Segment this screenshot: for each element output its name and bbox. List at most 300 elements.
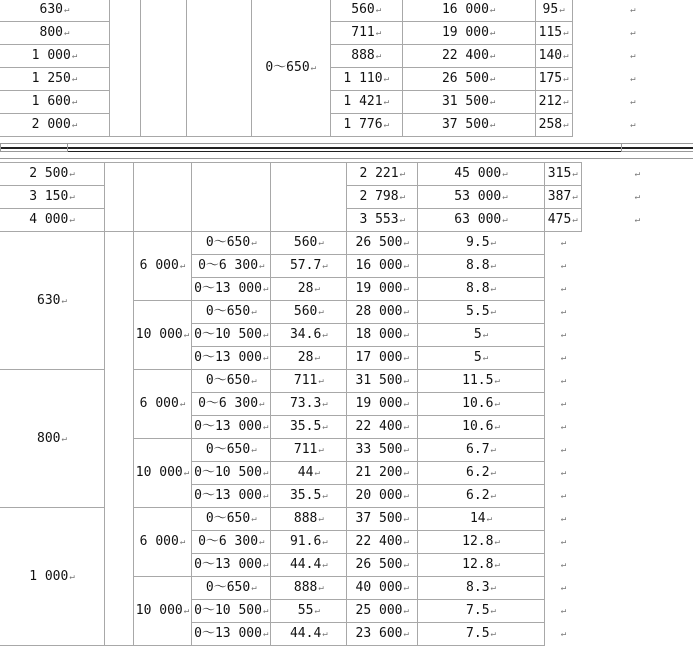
table-row: [0, 370, 692, 393]
paragraph-mark: ↵: [251, 583, 257, 593]
cell-text: 315: [547, 166, 572, 181]
cell-text: 53 000: [454, 189, 502, 204]
paragraph-mark: ↵: [262, 353, 269, 363]
end-of-row-cell: [572, 114, 692, 137]
cell-text: 10 000: [135, 465, 183, 480]
cell-text: 5: [473, 327, 482, 342]
table-body-bottom: [0, 163, 692, 646]
value-cell: [347, 462, 418, 485]
cell-text: 1 000: [29, 568, 69, 584]
cell-text: 31 500: [441, 94, 489, 109]
value-cell: [347, 577, 418, 600]
paragraph-mark: ↵: [179, 399, 186, 409]
end-of-row-cell: [544, 439, 581, 462]
paragraph-mark: ↵: [490, 238, 496, 248]
end-of-row-cell: [544, 232, 581, 255]
capacity-cell: [0, 114, 109, 137]
cell-text: 0～650: [205, 304, 251, 319]
cell-text: 175: [538, 71, 563, 86]
paragraph-mark: ↵: [314, 353, 320, 363]
cell-text: 560: [293, 235, 318, 250]
paragraph-mark: ↵: [560, 629, 567, 639]
paragraph-mark: ↵: [251, 514, 257, 524]
paragraph-mark: ↵: [399, 169, 406, 179]
cell-text: 2 798: [359, 189, 399, 204]
cell-text: 22 400: [355, 534, 403, 549]
cell-text: 0～13 000: [194, 488, 262, 503]
cell-text: 0～13 000: [194, 626, 262, 641]
value-cell: [535, 114, 572, 137]
value-cell: [418, 324, 545, 347]
capacity-cell: [0, 370, 104, 508]
end-of-row-cell: [544, 577, 581, 600]
value-cell: [402, 0, 535, 22]
value-cell: [271, 255, 347, 278]
paragraph-mark: ↵: [314, 606, 320, 616]
cell-text: 800: [37, 430, 61, 446]
cell-text: 0～6 300: [198, 258, 259, 273]
cell-text: 1 421: [343, 94, 383, 109]
value-cell: [418, 301, 545, 324]
value-cell: [347, 439, 418, 462]
paragraph-mark: ↵: [403, 514, 409, 524]
value-cell: [330, 0, 402, 22]
paragraph-mark: ↵: [482, 330, 489, 340]
paragraph-mark: ↵: [259, 261, 265, 271]
paragraph-mark: ↵: [322, 261, 328, 271]
paragraph-mark: ↵: [560, 422, 567, 432]
cell-text: 0～13 000: [194, 281, 262, 296]
paragraph-mark: ↵: [318, 307, 324, 317]
paragraph-mark: ↵: [560, 514, 567, 524]
paragraph-mark: ↵: [403, 238, 409, 248]
value-cell: [418, 531, 545, 554]
paragraph-mark: ↵: [251, 445, 257, 455]
table-part-bottom: [0, 162, 692, 646]
paragraph-mark: ↵: [69, 192, 75, 202]
paragraph-mark: ↵: [403, 583, 409, 593]
cell-text: 35.5: [289, 419, 322, 434]
cell-text: 37 500: [441, 117, 489, 132]
paragraph-mark: ↵: [403, 422, 409, 432]
table-row: [0, 508, 692, 531]
range-cell: [192, 508, 271, 531]
end-of-row-cell: [572, 45, 692, 68]
paragraph-mark: ↵: [572, 215, 578, 225]
cell-text: 19 000: [355, 396, 403, 411]
cell-text: 0～650: [205, 511, 251, 526]
cell-text: 17 000: [355, 350, 403, 365]
paragraph-mark: ↵: [310, 62, 317, 73]
paragraph-mark: ↵: [322, 560, 328, 570]
paragraph-mark: ↵: [630, 74, 636, 84]
cell-text: 387: [547, 189, 572, 204]
empty-cell: [104, 163, 133, 232]
table-row: [0, 232, 692, 255]
end-of-row-cell: [544, 324, 581, 347]
paragraph-mark: ↵: [375, 51, 382, 61]
cell-text: 14: [469, 511, 486, 526]
paragraph-mark: ↵: [630, 97, 636, 107]
cell-text: 475: [547, 212, 572, 227]
paragraph-mark: ↵: [560, 468, 567, 478]
value-cell: [418, 232, 545, 255]
paragraph-mark: ↵: [502, 192, 508, 202]
capacity-cell: [0, 22, 109, 45]
cell-text: 1 250: [31, 71, 71, 86]
end-of-row-cell: [572, 91, 692, 114]
value-cell: [347, 163, 418, 186]
paragraph-mark: ↵: [262, 422, 269, 432]
value-cell: [271, 232, 347, 255]
empty-cell: [133, 163, 191, 232]
paragraph-mark: ↵: [630, 5, 636, 15]
range-cell: [192, 370, 271, 393]
range-cell: [192, 232, 271, 255]
paragraph-mark: ↵: [482, 353, 489, 363]
range-cell: [192, 485, 271, 508]
paragraph-mark: ↵: [494, 422, 500, 432]
paragraph-mark: ↵: [318, 583, 324, 593]
range-cell: [192, 531, 271, 554]
cell-text: 1 776: [343, 117, 383, 132]
paragraph-mark: ↵: [560, 537, 567, 547]
paragraph-mark: ↵: [318, 514, 324, 524]
cell-text: 44.4: [289, 557, 322, 572]
paragraph-mark: ↵: [262, 629, 269, 639]
table-body-top: [0, 0, 692, 137]
value-cell: [271, 623, 347, 646]
table-row: [0, 163, 692, 186]
end-of-row-cell: [544, 370, 581, 393]
cell-text: 35.5: [289, 488, 322, 503]
paragraph-mark: ↵: [560, 560, 567, 570]
paragraph-mark: ↵: [322, 491, 328, 501]
paragraph-mark: ↵: [71, 97, 78, 107]
value-cell: [330, 68, 402, 91]
paragraph-mark: ↵: [322, 422, 328, 432]
cell-text: 0～13 000: [194, 350, 262, 365]
paragraph-mark: ↵: [262, 284, 269, 294]
cell-text: 0～650: [205, 580, 251, 595]
value-cell: [347, 416, 418, 439]
paragraph-mark: ↵: [560, 583, 567, 593]
paragraph-mark: ↵: [262, 560, 269, 570]
cell-text: 10 000: [135, 603, 183, 618]
end-of-row-cell: [544, 301, 581, 324]
range-cell: [192, 577, 271, 600]
paragraph-mark: ↵: [262, 606, 269, 616]
paragraph-mark: ↵: [490, 284, 496, 294]
paragraph-mark: ↵: [183, 468, 190, 478]
capacity-cell: [0, 68, 109, 91]
cell-text: 26 500: [355, 235, 403, 250]
paragraph-mark: ↵: [251, 238, 257, 248]
value-cell: [418, 577, 545, 600]
cell-text: 6 000: [139, 258, 179, 273]
value-cell: [271, 554, 347, 577]
end-of-row-cell: [544, 278, 581, 301]
cell-text: 7.5: [466, 626, 490, 641]
paragraph-mark: ↵: [490, 307, 496, 317]
paragraph-mark: ↵: [403, 261, 409, 271]
cell-text: 888: [293, 580, 318, 595]
paragraph-mark: ↵: [259, 399, 265, 409]
end-of-row-cell: [572, 68, 692, 91]
cell-text: 0～6 300: [198, 396, 259, 411]
table-part-top: [0, 0, 692, 137]
value-cell: [347, 232, 418, 255]
paragraph-mark: ↵: [322, 330, 328, 340]
paragraph-mark: ↵: [489, 97, 496, 107]
cell-text: 28 000: [355, 304, 403, 319]
paragraph-mark: ↵: [399, 192, 406, 202]
cell-text: 63 000: [454, 212, 502, 227]
paragraph-mark: ↵: [560, 353, 567, 363]
value-cell: [535, 91, 572, 114]
capacity-cell: [0, 91, 109, 114]
cell-text: 0～13 000: [194, 419, 262, 434]
value-cell: [330, 91, 402, 114]
range-cell: [192, 462, 271, 485]
value-cell: [271, 416, 347, 439]
cell-text: 560: [293, 304, 318, 319]
cell-text: 26 500: [441, 71, 489, 86]
value-cell: [418, 416, 545, 439]
cell-text: 1 600: [31, 94, 71, 109]
end-of-row-cell: [572, 22, 692, 45]
value-cell: [418, 186, 545, 209]
cell-text: 0～13 000: [194, 557, 262, 572]
value-cell: [271, 347, 347, 370]
value-cell: [271, 462, 347, 485]
paragraph-mark: ↵: [560, 399, 567, 409]
cell-text: 1 000: [31, 48, 71, 63]
value-cell: [347, 347, 418, 370]
table-row: [0, 186, 692, 209]
value-cell: [271, 577, 347, 600]
paragraph-mark: ↵: [403, 284, 409, 294]
table-row: [0, 209, 692, 232]
paragraph-mark: ↵: [502, 169, 508, 179]
value-cell: [418, 209, 545, 232]
cell-text: 40 000: [355, 580, 403, 595]
cell-text: 630: [37, 292, 61, 308]
paragraph-mark: ↵: [489, 5, 496, 15]
cell-text: 91.6: [289, 534, 322, 549]
end-of-row-cell: [544, 416, 581, 439]
empty-cell: [104, 232, 133, 646]
paragraph-mark: ↵: [494, 399, 500, 409]
cell-text: 9.5: [466, 235, 490, 250]
value-cell: [402, 45, 535, 68]
paragraph-mark: ↵: [560, 261, 567, 271]
paragraph-mark: ↵: [560, 491, 567, 501]
paragraph-mark: ↵: [494, 376, 500, 386]
paragraph-mark: ↵: [403, 491, 409, 501]
paragraph-mark: ↵: [489, 51, 496, 61]
paragraph-mark: ↵: [560, 307, 567, 317]
paragraph-mark: ↵: [383, 74, 389, 84]
paragraph-mark: ↵: [403, 330, 409, 340]
cell-text: 888: [293, 511, 318, 526]
value-cell: [347, 600, 418, 623]
value-cell: [271, 439, 347, 462]
paragraph-mark: ↵: [183, 606, 190, 616]
paragraph-mark: ↵: [314, 284, 320, 294]
end-of-row-cell: [544, 600, 581, 623]
cell-text: 888: [351, 48, 375, 63]
cell-text: 57.7: [289, 258, 322, 273]
paragraph-mark: ↵: [179, 537, 186, 547]
paragraph-mark: ↵: [61, 433, 67, 444]
range-cell: [192, 554, 271, 577]
paragraph-mark: ↵: [403, 399, 409, 409]
value-cell: [418, 554, 545, 577]
table-row: [0, 114, 692, 137]
end-of-row-cell: [544, 623, 581, 646]
value-cell: [271, 508, 347, 531]
cell-text: 800: [39, 25, 63, 40]
value-cell: [347, 623, 418, 646]
value-cell: [418, 370, 545, 393]
cell-text: 19 000: [441, 25, 489, 40]
cell-text: 0～650: [205, 235, 251, 250]
paragraph-mark: ↵: [322, 399, 328, 409]
cell-text: 55: [297, 603, 314, 618]
cell-text: 25 000: [355, 603, 403, 618]
cell-text: 26 500: [355, 557, 403, 572]
end-of-row-cell: [544, 508, 581, 531]
cell-text: 0～650: [205, 442, 251, 457]
paragraph-mark: ↵: [490, 606, 496, 616]
paragraph-mark: ↵: [630, 120, 636, 130]
end-of-row-cell: [544, 485, 581, 508]
paragraph-mark: ↵: [560, 376, 567, 386]
cell-text: 16 000: [355, 258, 403, 273]
empty-cell: [186, 0, 251, 137]
capacity-cell: [0, 508, 104, 646]
cell-text: 10.6: [462, 419, 494, 434]
value-cell: [402, 91, 535, 114]
value-cell: [271, 485, 347, 508]
paragraph-mark: ↵: [490, 468, 496, 478]
cell-text: 5: [473, 350, 482, 365]
voltage-cell: [133, 301, 191, 370]
value-cell: [418, 462, 545, 485]
paragraph-mark: ↵: [403, 376, 409, 386]
range-cell: [192, 255, 271, 278]
paragraph-mark: ↵: [563, 120, 569, 130]
value-cell: [402, 22, 535, 45]
paragraph-mark: ↵: [69, 215, 75, 225]
cell-text: 711: [351, 25, 375, 40]
value-cell: [271, 324, 347, 347]
value-cell: [347, 393, 418, 416]
cell-text: 0～10 500: [194, 327, 262, 342]
paragraph-mark: ↵: [399, 215, 406, 225]
cell-text: 0～650: [265, 59, 310, 75]
capacity-cell: [0, 209, 104, 232]
cell-text: 6 000: [139, 534, 179, 549]
paragraph-mark: ↵: [63, 5, 70, 15]
cell-text: 2 000: [31, 117, 71, 132]
value-cell: [347, 324, 418, 347]
cell-text: 31 500: [355, 373, 403, 388]
value-cell: [347, 370, 418, 393]
paragraph-mark: ↵: [403, 560, 409, 570]
paragraph-mark: ↵: [403, 445, 409, 455]
paragraph-mark: ↵: [563, 51, 569, 61]
paragraph-mark: ↵: [502, 215, 508, 225]
paragraph-mark: ↵: [383, 97, 389, 107]
cell-text: 12.8: [462, 534, 494, 549]
paragraph-mark: ↵: [71, 120, 78, 130]
value-cell: [544, 186, 581, 209]
cell-text: 3 553: [359, 212, 399, 227]
cell-text: 12.8: [462, 557, 494, 572]
cell-text: 21 200: [355, 465, 403, 480]
paragraph-mark: ↵: [634, 169, 641, 179]
cell-text: 711: [293, 442, 318, 457]
value-cell: [347, 301, 418, 324]
cell-text: 22 400: [441, 48, 489, 63]
paragraph-mark: ↵: [563, 74, 569, 84]
paragraph-mark: ↵: [69, 571, 75, 582]
capacity-cell: [0, 232, 104, 370]
voltage-cell: [133, 508, 191, 577]
table-row: [0, 91, 692, 114]
cell-text: 1 110: [343, 71, 383, 86]
cell-text: 6 000: [139, 396, 179, 411]
end-of-row-cell: [544, 531, 581, 554]
range-cell: [192, 278, 271, 301]
paragraph-mark: ↵: [318, 376, 324, 386]
value-cell: [418, 485, 545, 508]
capacity-cell: [0, 0, 109, 22]
table-row: [0, 45, 692, 68]
value-cell: [418, 439, 545, 462]
value-cell: [535, 22, 572, 45]
value-cell: [418, 508, 545, 531]
paragraph-mark: ↵: [63, 28, 70, 38]
value-cell: [271, 600, 347, 623]
cell-text: 34.6: [289, 327, 322, 342]
cell-text: 44.4: [289, 626, 322, 641]
cell-text: 2 500: [29, 166, 69, 181]
cell-text: 4 000: [29, 212, 69, 227]
range-cell: [192, 324, 271, 347]
paragraph-mark: ↵: [183, 330, 190, 340]
range-cell: [192, 347, 271, 370]
paragraph-mark: ↵: [262, 491, 269, 501]
paragraph-mark: ↵: [489, 74, 496, 84]
paragraph-mark: ↵: [71, 51, 78, 61]
value-cell: [271, 278, 347, 301]
range-cell: [251, 0, 330, 137]
empty-cell: [192, 163, 271, 232]
paragraph-mark: ↵: [630, 28, 636, 38]
cell-text: 0～650: [205, 373, 251, 388]
table-row: [0, 22, 692, 45]
cell-text: 33 500: [355, 442, 403, 457]
value-cell: [418, 347, 545, 370]
paragraph-mark: ↵: [251, 376, 257, 386]
end-of-row-cell: [544, 554, 581, 577]
cell-text: 7.5: [466, 603, 490, 618]
value-cell: [271, 370, 347, 393]
voltage-cell: [133, 232, 191, 301]
